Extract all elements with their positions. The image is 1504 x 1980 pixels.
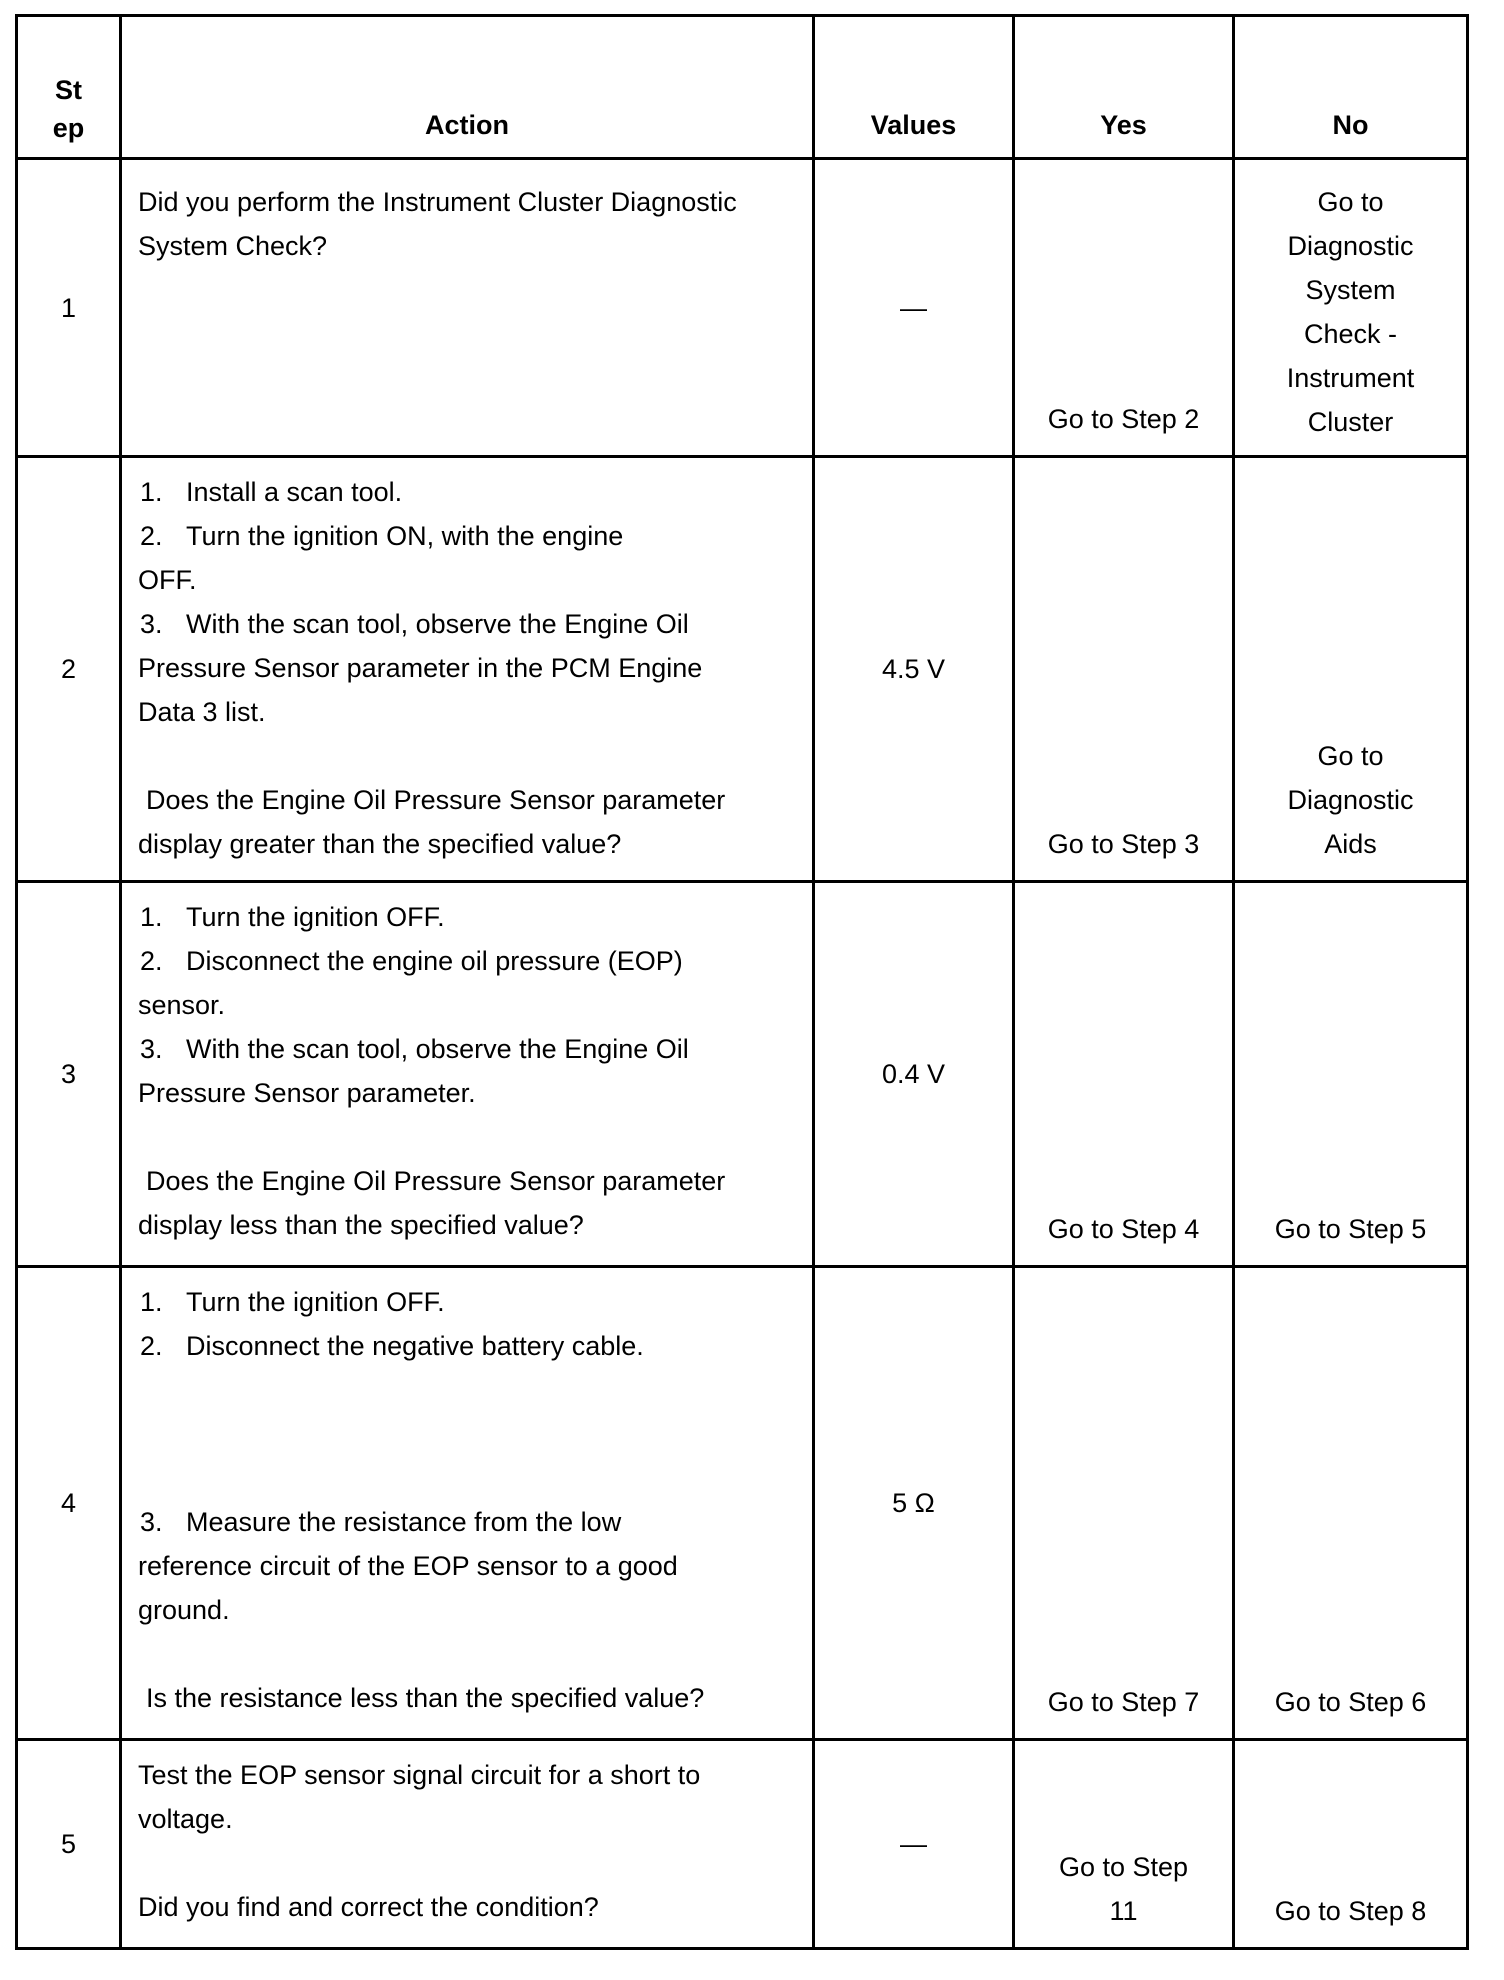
item-number: 3. [140, 609, 163, 639]
no-text: Go to Step 6 [1274, 1687, 1427, 1717]
action-cell [121, 1740, 814, 1949]
action-item [138, 602, 798, 646]
value-cell: 4.5 V [814, 457, 1014, 882]
item-text: Turn the ignition ON, with the engine [186, 521, 624, 551]
action-line: sensor. [138, 990, 226, 1020]
no-cell [1234, 457, 1468, 882]
table-row [17, 882, 1468, 1267]
action-question: Did you find and correct the condition? [138, 1892, 599, 1922]
action-question: Does the Engine Oil Pressure Sensor parameter [146, 1166, 726, 1196]
action-line: Test the EOP sensor signal circuit for a short to [138, 1760, 701, 1790]
no-text-line: Diagnostic [1287, 785, 1414, 815]
header-step [17, 16, 121, 159]
step-number: 3 [17, 882, 121, 1267]
value-cell: — [814, 159, 1014, 457]
item-text: With the scan tool, observe the Engine Oil [186, 609, 689, 639]
step-number: 2 [17, 457, 121, 882]
table-row [17, 457, 1468, 882]
action-line: System Check? [138, 231, 328, 261]
yes-cell [1014, 1740, 1234, 1949]
action-item [138, 470, 798, 514]
action-line: voltage. [138, 1804, 233, 1834]
action-item [138, 1280, 798, 1324]
header-yes: Yes [1014, 16, 1234, 159]
action-item [138, 939, 798, 983]
yes-text: Go to Step 3 [1047, 829, 1200, 859]
action-cell [121, 1267, 814, 1740]
item-number: 2. [140, 1331, 163, 1361]
item-number: 3. [140, 1034, 163, 1064]
header-no: No [1234, 16, 1468, 159]
item-text: Turn the ignition OFF. [186, 902, 445, 932]
action-line: Pressure Sensor parameter in the PCM Engine [138, 653, 703, 683]
action-cell [121, 882, 814, 1267]
no-text-line: Diagnostic [1287, 231, 1414, 261]
action-item [138, 895, 798, 939]
table-row [17, 159, 1468, 457]
header-step-line1: St [55, 75, 82, 105]
no-text: Go to Step 5 [1274, 1214, 1427, 1244]
item-text: Disconnect the engine oil pressure (EOP) [186, 946, 683, 976]
action-line: reference circuit of the EOP sensor to a good [138, 1551, 678, 1581]
item-text: Turn the ignition OFF. [186, 1287, 445, 1317]
no-text-line: Check - [1303, 319, 1398, 349]
header-step-line2: ep [52, 113, 85, 143]
action-item [138, 1027, 798, 1071]
action-question: Does the Engine Oil Pressure Sensor parameter [146, 785, 726, 815]
value-cell: 5 Ω [814, 1267, 1014, 1740]
table-row [17, 1267, 1468, 1740]
yes-text-line: 11 [1109, 1896, 1138, 1926]
action-line: Pressure Sensor parameter. [138, 1078, 476, 1108]
item-text: With the scan tool, observe the Engine Oil [186, 1034, 689, 1064]
item-text: Disconnect the negative battery cable. [186, 1331, 644, 1361]
no-cell [1234, 159, 1468, 457]
step-number: 1 [17, 159, 121, 457]
action-cell [121, 159, 814, 457]
yes-text-line: Go to Step [1058, 1852, 1189, 1882]
item-number: 1. [140, 1287, 163, 1317]
action-item [138, 514, 798, 558]
yes-cell [1014, 1267, 1234, 1740]
yes-cell [1014, 159, 1234, 457]
no-text-line: Cluster [1307, 407, 1394, 437]
yes-text: Go to Step 4 [1047, 1214, 1200, 1244]
value-cell: 0.4 V [814, 882, 1014, 1267]
item-number: 3. [140, 1507, 163, 1537]
action-question: display greater than the specified value? [138, 829, 622, 859]
item-number: 1. [140, 902, 163, 932]
item-number: 1. [140, 477, 163, 507]
action-question: Is the resistance less than the specified value? [146, 1683, 705, 1713]
action-cell [121, 457, 814, 882]
action-line: ground. [138, 1595, 230, 1625]
item-text: Install a scan tool. [186, 477, 403, 507]
yes-cell [1014, 882, 1234, 1267]
action-line: Data 3 list. [138, 697, 266, 727]
step-number: 4 [17, 1267, 121, 1740]
no-text-line: Instrument [1286, 363, 1415, 393]
no-cell [1234, 1267, 1468, 1740]
yes-text: Go to Step 2 [1047, 404, 1200, 434]
header-row [17, 16, 1468, 159]
yes-cell [1014, 457, 1234, 882]
no-text-line: Go to [1317, 741, 1384, 771]
yes-text: Go to Step 7 [1047, 1687, 1200, 1717]
no-text-line: Aids [1324, 829, 1377, 859]
no-cell [1234, 882, 1468, 1267]
action-line: OFF. [138, 565, 197, 595]
no-text-line: Go to [1317, 187, 1384, 217]
diagnostic-table [15, 14, 1469, 1950]
item-number: 2. [140, 521, 163, 551]
action-item [138, 1324, 798, 1368]
step-number: 5 [17, 1740, 121, 1949]
action-item [138, 1500, 798, 1544]
item-text: Measure the resistance from the low [186, 1507, 622, 1537]
no-text: Go to Step 8 [1274, 1896, 1427, 1926]
table-row [17, 1740, 1468, 1949]
header-action: Action [121, 16, 814, 159]
action-line: Did you perform the Instrument Cluster Diagnostic [138, 187, 737, 217]
no-cell [1234, 1740, 1468, 1949]
item-number: 2. [140, 946, 163, 976]
header-values: Values [814, 16, 1014, 159]
value-cell: — [814, 1740, 1014, 1949]
action-question: display less than the specified value? [138, 1210, 584, 1240]
no-text-line: System [1305, 275, 1396, 305]
